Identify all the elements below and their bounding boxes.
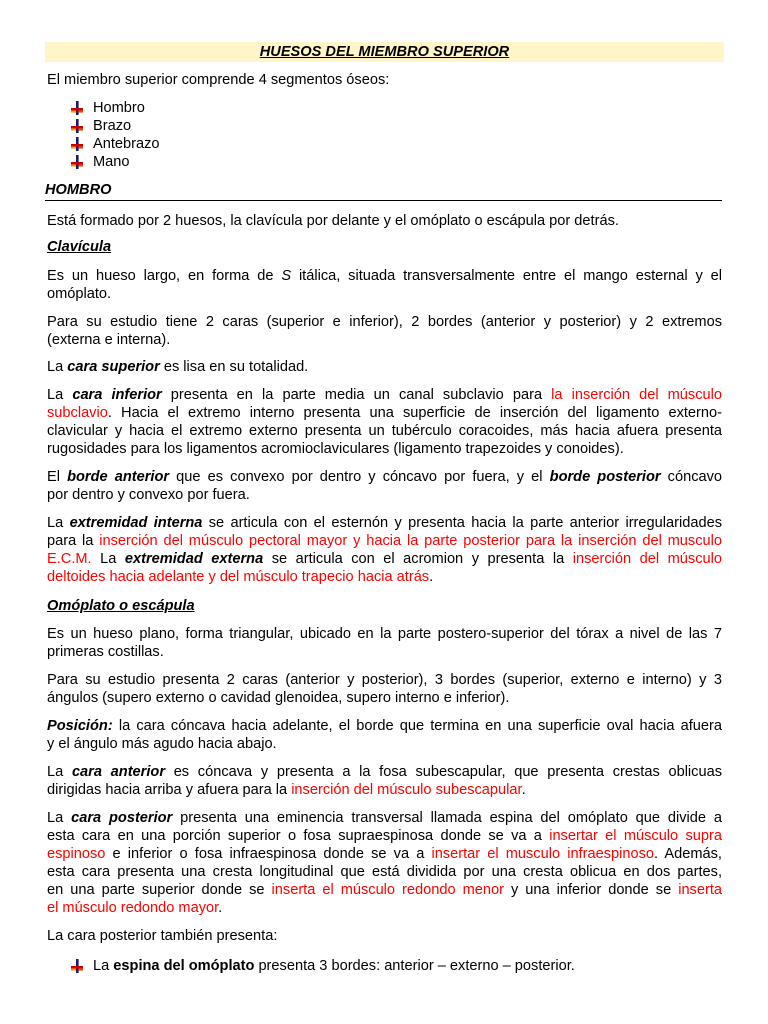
bullet-icon: [70, 959, 84, 973]
paragraph-line: La cara superior es lisa en su totalidad.: [47, 359, 309, 375]
bullet-icon: [70, 155, 84, 169]
paragraph-line: Es un hueso largo, en forma de S itálica, situada transversalmente entre el mango esternal y el: [47, 268, 723, 284]
paragraph-line: La cara inferior presenta en la parte media un canal subclavio para la inserción del músculo: [47, 387, 722, 403]
bullet-icon: [70, 137, 84, 151]
paragraph-line: por dentro y convexo por fuera.: [47, 487, 250, 503]
subheading-clavicula: Clavícula: [47, 239, 112, 255]
segment-item: Antebrazo: [93, 136, 160, 152]
paragraph-line: ángulos (supero externo o cavidad glenoidea, supero interno e inferior).: [47, 690, 510, 706]
document-title: HUESOS DEL MIEMBRO SUPERIOR: [45, 42, 724, 62]
paragraph-line: subclavio. Hacia el extremo interno presenta una superficie de inserción del ligamento externo-: [47, 405, 722, 421]
paragraph-line: omóplato.: [47, 286, 112, 302]
hombro-description: Está formado por 2 huesos, la clavícula por delante y el omóplato o escápula por detrás.: [47, 213, 619, 229]
bullet-icon: [70, 101, 84, 115]
segment-item: Hombro: [93, 100, 145, 116]
paragraph-line: esta cara en una porción superior o fosa supraespinosa donde se va a insertar el músculo supra: [47, 828, 722, 844]
paragraph-line: Es un hueso plano, forma triangular, ubicado en la parte postero-superior del tórax a nivel de las 7: [47, 626, 722, 642]
paragraph-line: primeras costillas.: [47, 644, 164, 660]
subheading-omoplato: Omóplato o escápula: [47, 598, 195, 614]
paragraph-line: esta cara presenta una cresta longitudinal que está dividida por una cresta oblicua en dos partes,: [47, 864, 722, 880]
paragraph-line: clavicular y hacia el extremo externo presenta un tubérculo coracoides, más hacia afuera presenta: [47, 423, 722, 439]
segment-item: Mano: [93, 154, 130, 170]
paragraph-line: en una parte superior donde se inserta el músculo redondo menor y una inferior donde se inserta: [47, 882, 723, 898]
paragraph-line: espinoso e inferior o fosa infraespinosa donde se va a insertar el musculo infraespinoso. Además,: [47, 846, 722, 862]
paragraph-line: El borde anterior que es convexo por dentro y cóncavo por fuera, y el borde posterior cóncavo: [47, 469, 723, 485]
paragraph-line: el músculo redondo mayor.: [47, 900, 223, 916]
paragraph-line: rugosidades para los ligamentos acromioclaviculares (ligamento trapezoides y conoides).: [47, 441, 624, 457]
intro-text: El miembro superior comprende 4 segmentos óseos:: [47, 72, 390, 88]
paragraph-line: E.C.M. La extremidad externa se articula con el acromion y presenta la inserción del músculo: [47, 551, 722, 567]
paragraph-line: y el ángulo más agudo hacia abajo.: [47, 736, 277, 752]
paragraph-line: para la inserción del músculo pectoral mayor y hacia la parte posterior para la inserción del musculo: [47, 533, 722, 549]
paragraph-line: Posición: la cara cóncava hacia adelante, el borde que termina en una superficie oval hacia afuera: [47, 718, 722, 734]
bullet-item: La espina del omóplato presenta 3 bordes: anterior – externo – posterior.: [93, 958, 575, 974]
paragraph-line: Para su estudio tiene 2 caras (superior e inferior), 2 bordes (anterior y posterior) y 2 extremos: [47, 314, 722, 330]
paragraph-line: La cara anterior es cóncava y presenta a la fosa subescapular, que presenta crestas oblicuas: [47, 764, 723, 780]
paragraph-line: dirigidas hacia arriba y afuera para la inserción del músculo subescapular.: [47, 782, 526, 798]
paragraph-line: (externa e interna).: [47, 332, 171, 348]
bullet-icon: [70, 119, 84, 133]
paragraph-line: La cara posterior también presenta:: [47, 928, 278, 944]
section-heading-hombro: HOMBRO: [45, 181, 722, 201]
paragraph-line: La cara posterior presenta una eminencia transversal llamada espina del omóplato que divide a: [47, 810, 722, 826]
paragraph-line: La extremidad interna se articula con el esternón y presenta hacia la parte anterior irregularidades: [47, 515, 722, 531]
paragraph-line: deltoides hacia adelante y del músculo trapecio hacia atrás.: [47, 569, 434, 585]
segment-item: Brazo: [93, 118, 132, 134]
paragraph-line: Para su estudio presenta 2 caras (anterior y posterior), 3 bordes (superior, externo e interno) y 3: [47, 672, 722, 688]
